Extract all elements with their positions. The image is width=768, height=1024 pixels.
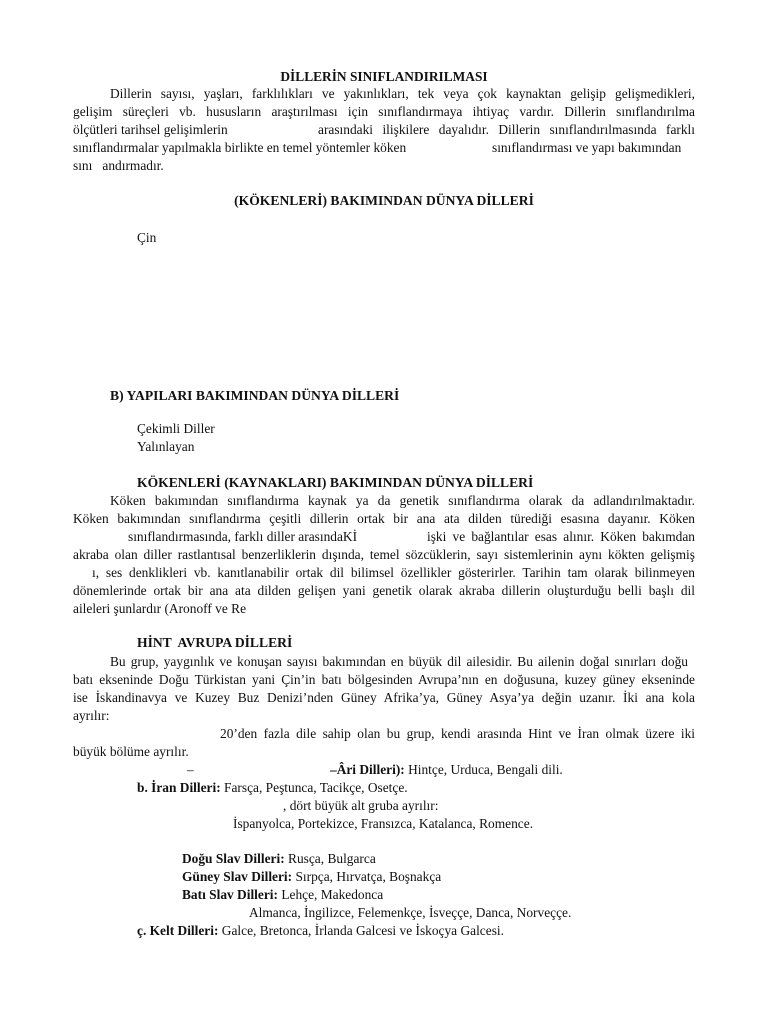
romance-languages-line: İspanyolca, Portekizce, Fransızca, Katalanca, Romence. (233, 816, 534, 831)
source-line-2: Köken bakımından sınıflandırma çeşitli dillerin ortak bir ana ata dilden türediği esasına dayanır. Köken (73, 511, 695, 526)
east-slavic-label: Doğu Slav Dilleri: (182, 851, 285, 866)
west-slavic-line (182, 887, 768, 903)
source-line-4: akraba olan diller rastlantısal benzerliklerin dışında, temel sözcüklerin, sayı sistemlerinin aynı kökten gelişmiş (73, 547, 695, 562)
celtic-label: ç. Kelt Dilleri: (137, 923, 219, 938)
ie-line-4: ayrılır: (73, 708, 110, 723)
ie-line-6: büyük bölüme ayrılır. (73, 744, 189, 759)
heading-origin-languages: (KÖKENLERİ) BAKIMINDAN DÜNYA DİLLERİ (234, 193, 534, 208)
ie-line-1: Bu grup, yaygınlık ve konuşan sayısı bakımından en büyük dil ailesidir. Bu ailenin doğal sınırları doğu (110, 654, 688, 669)
celtic-languages-line (137, 923, 768, 939)
ie-line-2: batı ekseninde Doğu Türkistan yani Çin’in batı bölgesinden Avrupa’nın en doğusuna, kuzey güney ekseninde (73, 672, 695, 687)
east-slavic-text: Rusça, Bulgarca (284, 851, 376, 866)
germanic-languages-line: Almanca, İngilizce, Felemenkçe, İsveççe, Danca, Norveççe. (249, 905, 572, 920)
iran-text: Farsça, Peştunca, Tacikçe, Osetçe. (220, 780, 408, 795)
intro-line-3b: arasındaki ilişkilere dayalıdır. Dillerin sınıflandırılmasında farklı (318, 122, 695, 137)
ie-line-5: 20’den fazla dile sahip olan bu grup, kendi arasında Hint ve İran olmak üzere iki (220, 726, 695, 741)
ari-label: –Âri Dilleri): (330, 762, 405, 777)
heading-source-languages: KÖKENLERİ (KAYNAKLARI) BAKIMINDAN DÜNYA DİLLERİ (137, 475, 534, 490)
ari-text: Hintçe, Urduca, Bengali dili. (404, 762, 563, 777)
source-line-3b: işki ve bağlantılar esas alınır. Köken bakımdan (427, 529, 695, 544)
intro-line-3a: ölçütleri tarihsel gelişimlerin (73, 122, 228, 137)
source-line-3a: sınıflandırmasında, farklı diller arasındaKİ (128, 529, 358, 544)
ari-languages-line (330, 762, 768, 778)
intro-line-4a: sınıflandırmalar yapılmakla birlikte en temel yöntemler köken (73, 140, 407, 155)
heading-indo-european: HİNT AVRUPA DİLLERİ (137, 635, 293, 650)
intro-line-5: sını andırmadır. (73, 158, 164, 173)
intro-line-4b: sınıflandırması ve yapı bakımından (492, 140, 682, 155)
document-title: DİLLERİN SINIFLANDIRILMASI (280, 69, 488, 84)
subgroup-line: , dört büyük alt gruba ayrılır: (283, 798, 439, 813)
ie-dash: – (187, 762, 194, 777)
east-slavic-line (182, 851, 768, 867)
structure-item-isolating: Yalınlayan (137, 439, 195, 454)
celtic-text: Galce, Bretonca, İrlanda Galcesi ve İskoçya Galcesi. (218, 923, 504, 938)
south-slavic-line (182, 869, 768, 885)
south-slavic-text: Sırpça, Hırvatça, Boşnakça (292, 869, 442, 884)
origin-item-chinese: Çin (137, 230, 157, 245)
iran-languages-line (137, 780, 768, 796)
heading-structure-languages: B) YAPILARI BAKIMINDAN DÜNYA DİLLERİ (110, 388, 400, 403)
west-slavic-label: Batı Slav Dilleri: (182, 887, 278, 902)
south-slavic-label: Güney Slav Dilleri: (182, 869, 293, 884)
iran-label: b. İran Dilleri: (137, 780, 221, 795)
intro-line-1: Dillerin sayısı, yaşları, farklılıkları ve yakınlıkları, tek veya çok kaynaktan gelişip gelişmedikleri, (110, 86, 695, 101)
ie-line-3: ise İskandinavya ve Kuzey Buz Denizi’nden Güney Afrika’ya, Güney Asya’ya değin uzanır. İki ana kola (73, 690, 695, 705)
intro-line-2: gelişim süreçleri vb. hususların araştırılması için sınıflandırmaya ihtiyaç vardır. Dillerin sınıflandırılma (73, 104, 695, 119)
source-line-7: aileleri şunlardır (Aronoff ve Re (73, 601, 247, 616)
source-line-6: dönemlerinde ortak bir ana ata dilden gelişen yani genetik olarak akraba dillerin oluşturduğu belli başlı dil (73, 583, 695, 598)
source-line-1: Köken bakımından sınıflandırma kaynak ya da genetik sınıflandırma olarak da adlandırılmaktadır. (110, 493, 695, 508)
structure-item-inflected: Çekimli Diller (137, 421, 215, 436)
source-line-5: ı, ses denklikleri vb. kanıtlanabilir ortak dil bilimsel özellikler gösterirler. Tarihin tam olarak bilinmeyen (92, 565, 695, 580)
west-slavic-text: Lehçe, Makedonca (277, 887, 384, 902)
